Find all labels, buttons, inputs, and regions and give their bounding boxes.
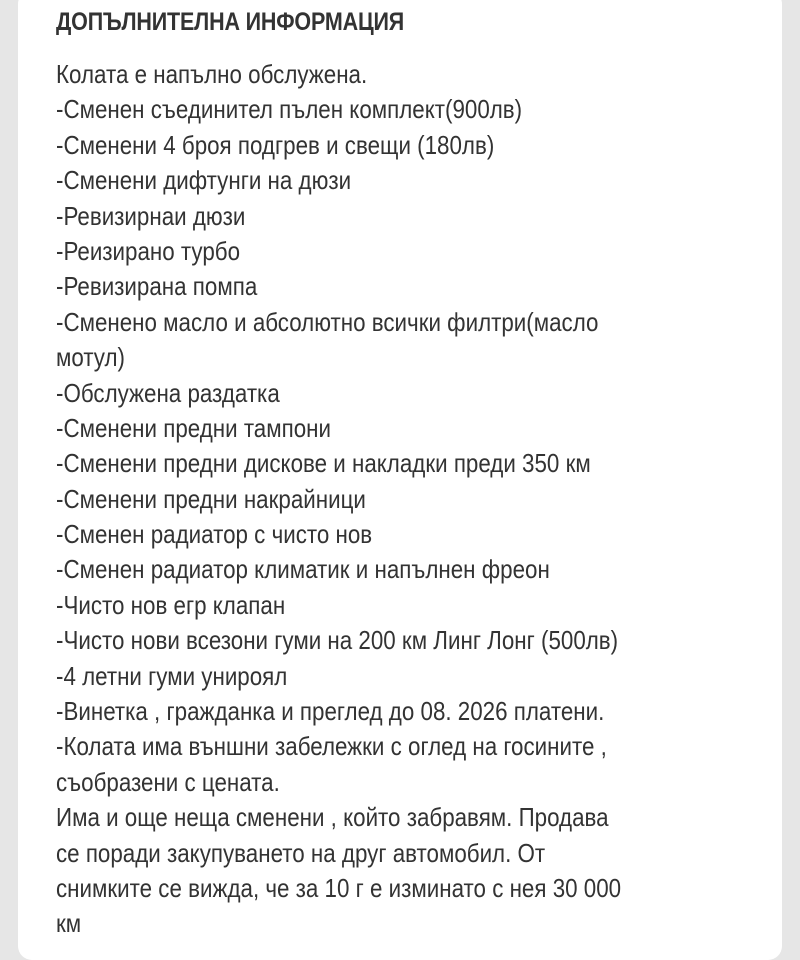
description-line: се поради закупуването на друг автомобил. От	[56, 837, 546, 868]
section-title: ДОПЪЛНИТЕЛНА ИНФОРМАЦИЯ	[56, 8, 405, 36]
description-line: -Колата има външни забележки с оглед на госините ,	[56, 731, 607, 762]
description-line: -Сменен радиатор климатик и напълнен фреон	[56, 554, 550, 585]
description-line: -Сменени дифтунги на дюзи	[56, 165, 352, 196]
description-line: мотул)	[56, 342, 126, 373]
additional-info-card	[18, 0, 782, 960]
description-line: -Чисто нови всезони гуми на 200 км Линг Лонг (500лв)	[56, 625, 619, 656]
description-line: -Сменен съединител пълен комплект(900лв)	[56, 94, 523, 125]
description-line: -Сменен радиатор с чисто нов	[56, 519, 373, 550]
description-line: -Чисто нов егр клапан	[56, 589, 286, 620]
description-line: -Сменени 4 броя подгрев и свещи (180лв)	[56, 129, 495, 160]
description-line: -Винетка , гражданка и преглед до 08. 2026 платени.	[56, 696, 605, 727]
description-text	[56, 57, 621, 942]
description-line: Колата е напълно обслужена.	[56, 59, 368, 89]
description-line: -Сменени предни накрайници	[56, 483, 366, 514]
description-line: -Реизирано турбо	[56, 235, 241, 266]
description-line: -Ревизирана помпа	[56, 271, 258, 302]
description-line: -Обслужена раздатка	[56, 377, 280, 408]
description-line: км	[56, 908, 82, 939]
description-line: снимките се вижда, че за 10 г е изминато с нея 30 000	[56, 872, 622, 903]
description-line: -Ревизирнаи дюзи	[56, 200, 246, 231]
description-line: Има и още неща сменени , който забравям. Продава	[56, 802, 609, 833]
description-line: -Сменено масло и абсолютно всички филтри(масло	[56, 306, 599, 337]
description-line: -Сменени предни тампони	[56, 412, 332, 443]
description-line: -4 летни гуми унироял	[56, 660, 288, 691]
description-line: -Сменени предни дискове и накладки преди 350 км	[56, 448, 591, 479]
description-line: съобразени с цената.	[56, 766, 280, 797]
